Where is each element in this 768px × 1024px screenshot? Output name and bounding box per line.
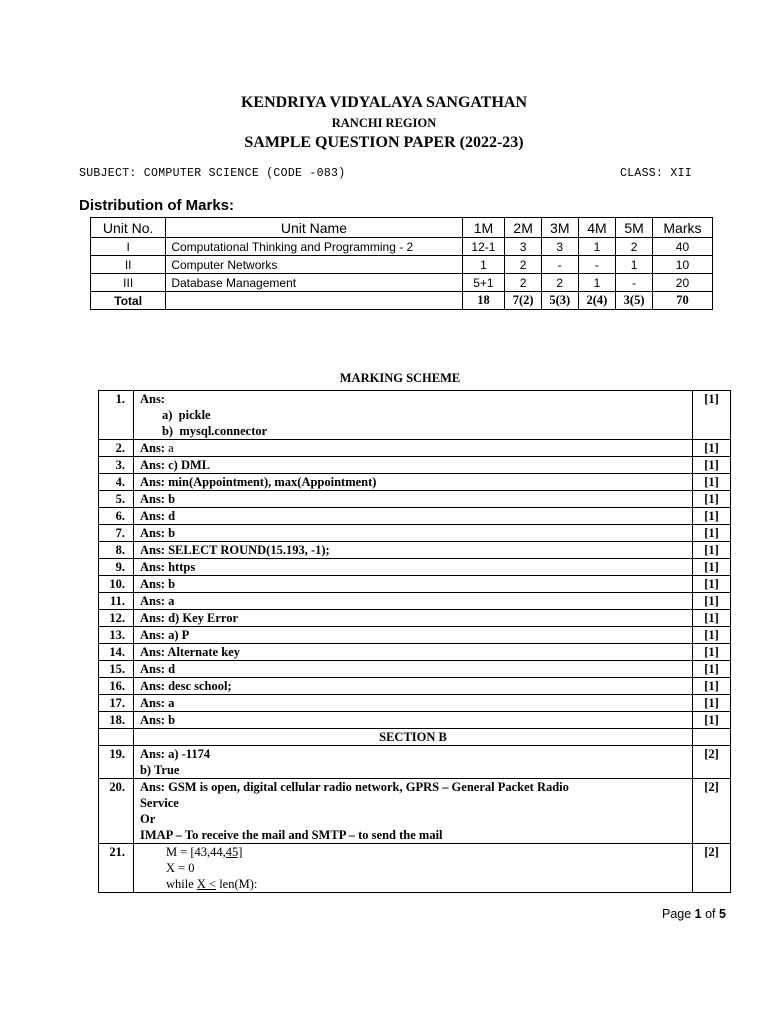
- question-number: 19.: [99, 746, 134, 779]
- table-row: [99, 474, 731, 491]
- marks-cell: [1]: [693, 457, 731, 474]
- answer-cell: [133, 542, 692, 559]
- cell: 7(2): [505, 292, 542, 310]
- answer-label: Ans:: [139, 475, 165, 489]
- header-cell: Unit Name: [166, 218, 462, 238]
- cell: 3(5): [616, 292, 653, 310]
- cell: 10: [652, 256, 712, 274]
- question-number: 18.: [99, 712, 134, 729]
- answer-cell: [133, 610, 692, 627]
- answer-text: a: [164, 696, 175, 710]
- cell: 5+1: [462, 274, 505, 292]
- question-number: 6.: [99, 508, 134, 525]
- distribution-title: Distribution of Marks:: [79, 197, 235, 214]
- answer-cell: [133, 678, 692, 695]
- answer-label: Ans:: [139, 392, 165, 406]
- cell: 3: [505, 238, 542, 256]
- answer-cell: [133, 661, 692, 678]
- table-row: [99, 844, 731, 893]
- question-number: 8.: [99, 542, 134, 559]
- table-row: [91, 238, 713, 256]
- class-line: CLASS: XII: [620, 167, 693, 180]
- answer-label: Ans:: [139, 543, 165, 557]
- table-row: [99, 457, 731, 474]
- answer-cell: [133, 746, 692, 779]
- page-total: 5: [719, 907, 726, 921]
- answer-cell: [133, 779, 692, 844]
- answer-label: Ans:: [139, 577, 165, 591]
- table-row: [99, 440, 731, 457]
- answer-label: Ans:: [139, 526, 165, 540]
- cell: 20: [652, 274, 712, 292]
- answer-label: Ans:: [139, 628, 165, 642]
- answer-text: b: [164, 526, 176, 540]
- answer-cell: [133, 593, 692, 610]
- marking-scheme-table: [98, 390, 731, 893]
- cell: Computer Networks: [166, 256, 462, 274]
- marking-scheme-title: MARKING SCHEME: [339, 371, 461, 385]
- table-row: [99, 559, 731, 576]
- marks-cell: [1]: [693, 576, 731, 593]
- header-cell: Unit No.: [91, 218, 166, 238]
- code-text: len(M):: [216, 877, 258, 891]
- answer-cell: [133, 559, 692, 576]
- option-letter: b): [161, 424, 174, 438]
- cell: II: [91, 256, 166, 274]
- cell: [166, 292, 462, 310]
- answer-cell: [133, 440, 692, 457]
- option-text: mysql.connector: [179, 424, 268, 438]
- code-text: while: [165, 877, 197, 891]
- table-row: [99, 712, 731, 729]
- question-number: 7.: [99, 525, 134, 542]
- cell: I: [91, 238, 166, 256]
- cell: III: [91, 274, 166, 292]
- answer-cell: [133, 457, 692, 474]
- marks-cell: [1]: [693, 593, 731, 610]
- code-line: X = 0: [165, 861, 195, 875]
- marks-cell: [2]: [693, 779, 731, 844]
- question-number: 10.: [99, 576, 134, 593]
- answer-cell: [133, 627, 692, 644]
- code-text: 45]: [225, 845, 243, 859]
- cell: Database Management: [166, 274, 462, 292]
- cell: 2: [616, 238, 653, 256]
- question-number: 16.: [99, 678, 134, 695]
- question-number: 21.: [99, 844, 134, 893]
- question-number: 4.: [99, 474, 134, 491]
- section-b-heading: SECTION B: [133, 729, 692, 746]
- answer-label: Ans:: [139, 611, 165, 625]
- cell: -: [616, 274, 653, 292]
- question-number: 17.: [99, 695, 134, 712]
- cell: 5(3): [541, 292, 578, 310]
- answer-cell: [133, 508, 692, 525]
- answer-line: Ans: GSM is open, digital cellular radio network, GPRS – General Packet Radio: [139, 780, 569, 794]
- question-number: 5.: [99, 491, 134, 508]
- answer-label: Ans:: [139, 713, 165, 727]
- question-number: 15.: [99, 661, 134, 678]
- question-number: 2.: [99, 440, 134, 457]
- marks-cell: [1]: [693, 712, 731, 729]
- marks-cell: [1]: [693, 610, 731, 627]
- cell: 2(4): [578, 292, 616, 310]
- marks-cell: [1]: [693, 644, 731, 661]
- header-cell: Marks: [652, 218, 712, 238]
- table-row: [99, 678, 731, 695]
- distribution-table: [90, 217, 713, 310]
- table-row: [99, 391, 731, 440]
- answer-label: Ans:: [139, 441, 165, 455]
- page-label: Page: [662, 907, 695, 921]
- cell: 1: [462, 256, 505, 274]
- answer-text: b: [164, 492, 176, 506]
- table-row: [99, 491, 731, 508]
- answer-label: Ans:: [139, 594, 165, 608]
- cell: 2: [541, 274, 578, 292]
- cell: 1: [578, 274, 616, 292]
- option-b: [140, 423, 686, 439]
- option-text: pickle: [178, 408, 211, 422]
- cell: [99, 729, 134, 746]
- cell: [693, 729, 731, 746]
- answer-label: Ans:: [139, 679, 165, 693]
- table-row: [99, 661, 731, 678]
- answer-line: IMAP – To receive the mail and SMTP – to send the mail: [139, 828, 443, 842]
- cell: 70: [652, 292, 712, 310]
- table-row: [99, 779, 731, 844]
- table-row: [99, 610, 731, 627]
- answer-cell: [133, 844, 692, 893]
- header-cell: 2M: [505, 218, 542, 238]
- total-row: [91, 292, 713, 310]
- cell: -: [578, 256, 616, 274]
- code-text: X <: [196, 877, 217, 891]
- answer-line: Or: [139, 812, 156, 826]
- org-title: KENDRIYA VIDYALAYA SANGATHAN: [240, 94, 527, 111]
- code-line: [140, 844, 686, 860]
- table-row: [99, 508, 731, 525]
- question-number: 13.: [99, 627, 134, 644]
- answer-label: Ans:: [139, 662, 165, 676]
- marks-cell: [1]: [693, 695, 731, 712]
- table-row: [99, 593, 731, 610]
- answer-text: b: [164, 713, 176, 727]
- marks-cell: [1]: [693, 474, 731, 491]
- table-row: [99, 695, 731, 712]
- table-row: [99, 644, 731, 661]
- answer-cell: [133, 644, 692, 661]
- table-row: [99, 542, 731, 559]
- page-number: 1: [694, 907, 702, 921]
- cell: Computational Thinking and Programming - 2: [166, 238, 462, 256]
- question-number: 14.: [99, 644, 134, 661]
- marks-cell: [1]: [693, 440, 731, 457]
- cell: 18: [462, 292, 505, 310]
- answer-text: d: [164, 662, 176, 676]
- paper-title: SAMPLE QUESTION PAPER (2022-23): [244, 134, 524, 151]
- option-a: [140, 407, 686, 423]
- region-title: RANCHI REGION: [331, 116, 437, 130]
- answer-text: b: [164, 577, 176, 591]
- answer-text: d: [164, 509, 176, 523]
- answer-text: min(Appointment), max(Appointment): [164, 475, 377, 489]
- marks-cell: [1]: [693, 559, 731, 576]
- marks-cell: [1]: [693, 491, 731, 508]
- marks-cell: [1]: [693, 678, 731, 695]
- cell: Total: [91, 292, 166, 310]
- question-number: 12.: [99, 610, 134, 627]
- marks-cell: [1]: [693, 508, 731, 525]
- cell: 1: [578, 238, 616, 256]
- answer-cell: [133, 695, 692, 712]
- option-letter: a): [161, 408, 173, 422]
- answer-text: https: [164, 560, 196, 574]
- section-row: [99, 729, 731, 746]
- marks-cell: [1]: [693, 627, 731, 644]
- page-footer: [662, 907, 726, 921]
- answer-label: Ans:: [139, 509, 165, 523]
- cell: 12-1: [462, 238, 505, 256]
- question-number: 9.: [99, 559, 134, 576]
- cell: 40: [652, 238, 712, 256]
- answer-text: a: [164, 441, 174, 455]
- cell: 2: [505, 274, 542, 292]
- table-row: [99, 576, 731, 593]
- answer-text: a) P: [164, 628, 190, 642]
- table-row: [99, 525, 731, 542]
- marks-cell: [2]: [693, 746, 731, 779]
- answer-line: b) True: [139, 763, 180, 777]
- answer-line: Service: [139, 796, 179, 810]
- answer-text: c) DML: [164, 458, 211, 472]
- code-line: [140, 876, 686, 892]
- answer-label: Ans:: [139, 560, 165, 574]
- answer-cell: [133, 474, 692, 491]
- header-cell: 4M: [578, 218, 616, 238]
- table-row: [99, 746, 731, 779]
- marks-cell: [2]: [693, 844, 731, 893]
- answer-text: Alternate key: [164, 645, 240, 659]
- answer-label: Ans:: [139, 696, 165, 710]
- table-row: [91, 274, 713, 292]
- code-text: M = [43,44,: [165, 845, 226, 859]
- table-row: [91, 256, 713, 274]
- header-cell: 3M: [541, 218, 578, 238]
- answer-line: Ans: a) -1174: [139, 747, 211, 761]
- distribution-header-row: [91, 218, 713, 238]
- answer-cell: [133, 712, 692, 729]
- header-cell: 1M: [462, 218, 505, 238]
- answer-text: desc school;: [164, 679, 232, 693]
- answer-cell: [133, 576, 692, 593]
- answer-cell: [133, 525, 692, 542]
- answer-label: Ans:: [139, 492, 165, 506]
- cell: 2: [505, 256, 542, 274]
- question-number: 3.: [99, 457, 134, 474]
- header-cell: 5M: [616, 218, 653, 238]
- marks-cell: [1]: [693, 525, 731, 542]
- marks-cell: [1]: [693, 391, 731, 440]
- question-number: 11.: [99, 593, 134, 610]
- answer-label: Ans:: [139, 645, 165, 659]
- answer-cell: [133, 491, 692, 508]
- answer-cell: [133, 391, 692, 440]
- answer-text: a: [164, 594, 175, 608]
- question-number: 20.: [99, 779, 134, 844]
- cell: 3: [541, 238, 578, 256]
- marks-cell: [1]: [693, 542, 731, 559]
- answer-label: Ans:: [139, 458, 165, 472]
- answer-text: SELECT ROUND(15.193, -1);: [164, 543, 330, 557]
- page-of: of: [701, 907, 719, 921]
- cell: -: [541, 256, 578, 274]
- marks-cell: [1]: [693, 661, 731, 678]
- table-row: [99, 627, 731, 644]
- answer-text: d) Key Error: [164, 611, 239, 625]
- subject-line: SUBJECT: COMPUTER SCIENCE (CODE -083): [79, 167, 346, 180]
- question-number: 1.: [99, 391, 134, 440]
- cell: 1: [616, 256, 653, 274]
